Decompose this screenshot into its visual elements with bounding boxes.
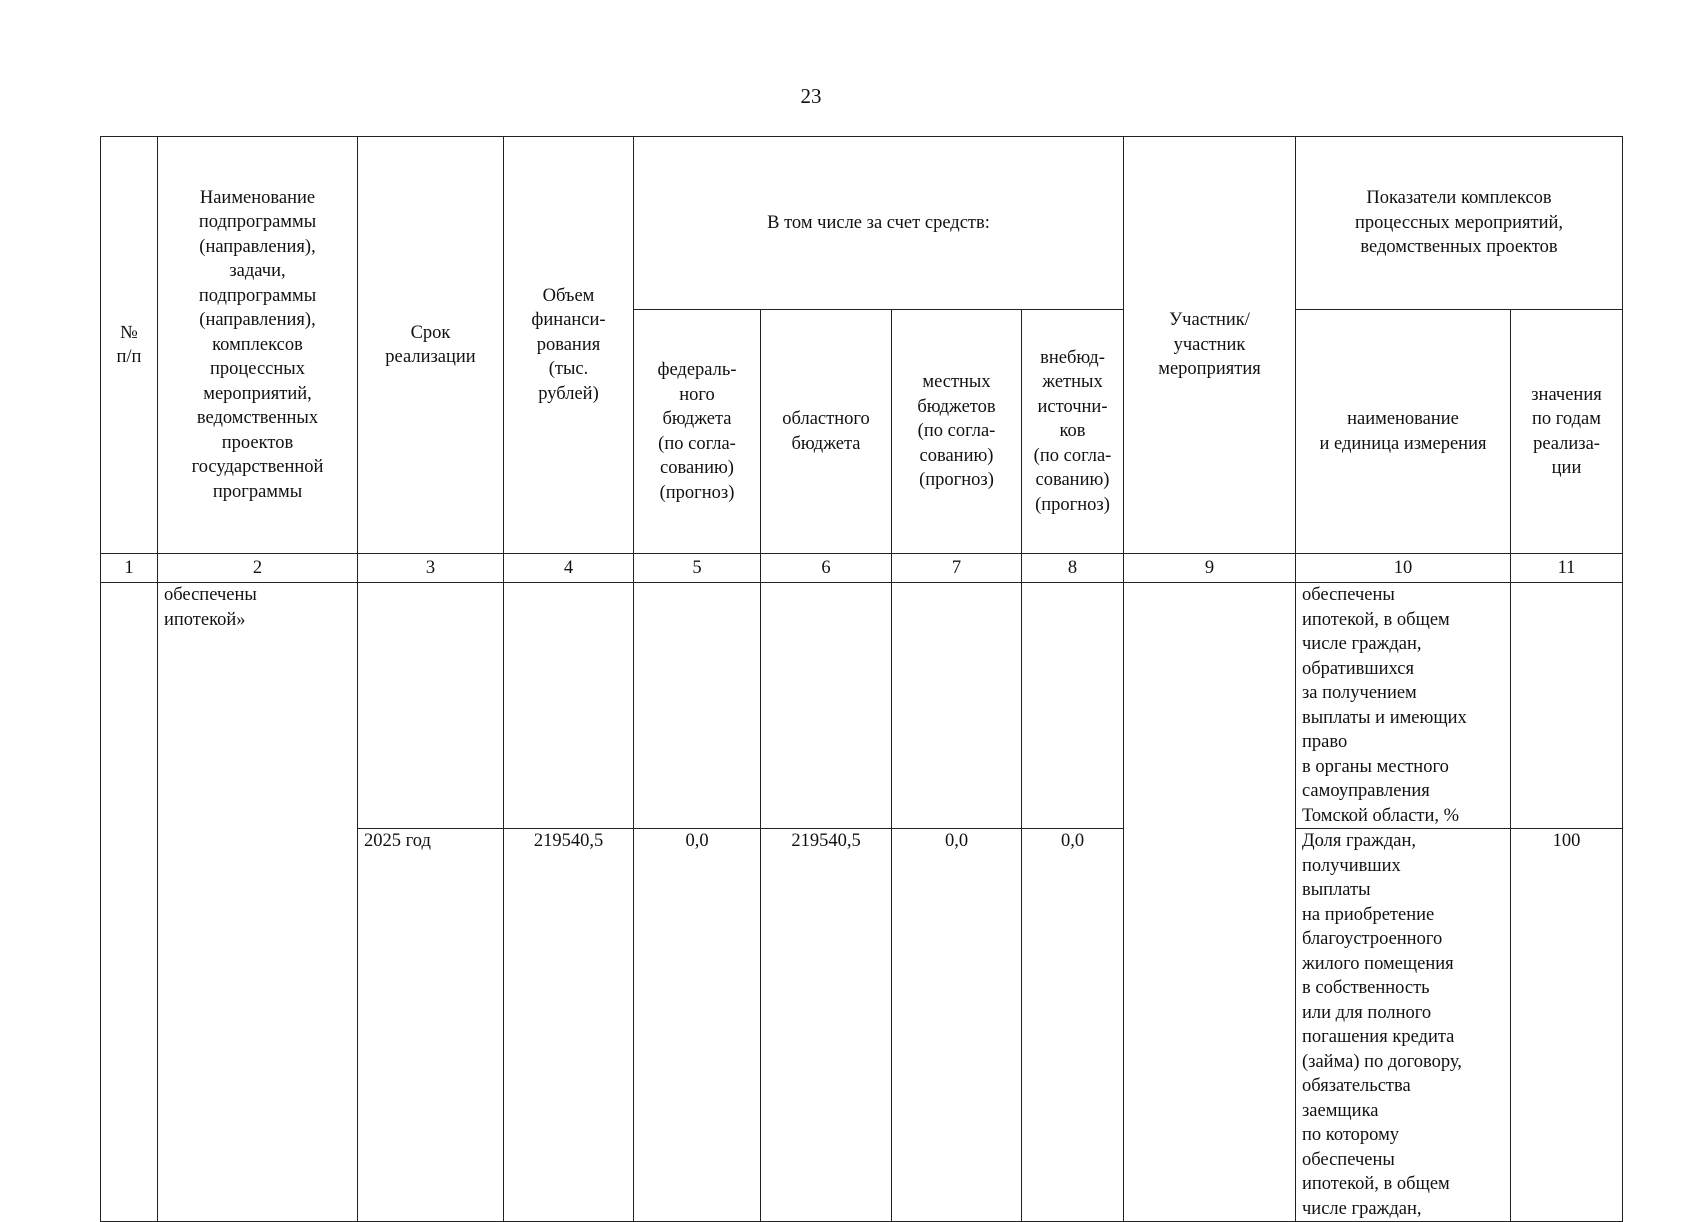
column-number: 10	[1296, 554, 1511, 583]
column-number: 11	[1511, 554, 1623, 583]
program-table	[100, 136, 1623, 1222]
indicator-value-cell: 100	[1511, 829, 1623, 1222]
header-federal-budget: федераль- ного бюджета (по согла- сованию) (прогноз)	[634, 310, 761, 554]
header-indicator-values: значения по годам реализа- ции	[1511, 310, 1623, 554]
period-cell: 2025 год	[358, 829, 504, 1222]
column-number: 2	[158, 554, 358, 583]
header-funds-group: В том числе за счет средств:	[634, 137, 1124, 310]
column-number: 6	[761, 554, 892, 583]
volume-cell: 219540,5	[504, 829, 634, 1222]
header-indicators-group: Показатели комплексов процессных мероприятий, ведомственных проектов	[1296, 137, 1623, 310]
extrabudget-cell	[1022, 583, 1124, 829]
indicator-name-cell: обеспечены ипотекой, в общем числе граждан, обратившихся за получением выплаты и имеющих право в органы местного самоуправления Томской области, %	[1296, 583, 1511, 829]
program-name-cell: обеспечены ипотекой»	[158, 583, 358, 1222]
header-regional-budget: областного бюджета	[761, 310, 892, 554]
regional-cell: 219540,5	[761, 829, 892, 1222]
federal-cell	[634, 583, 761, 829]
header-funding-volume: Объем финанси- рования (тыс. рублей)	[504, 137, 634, 554]
row-number-cell	[101, 583, 158, 1222]
period-cell	[358, 583, 504, 829]
table-row	[101, 583, 1623, 829]
header-indicator-name: наименование и единица измерения	[1296, 310, 1511, 554]
column-number: 1	[101, 554, 158, 583]
column-number-row	[101, 554, 1623, 583]
header-local-budgets: местных бюджетов (по согла- сованию) (прогноз)	[892, 310, 1022, 554]
volume-cell	[504, 583, 634, 829]
regional-cell	[761, 583, 892, 829]
local-cell: 0,0	[892, 829, 1022, 1222]
header-participant: Участник/ участник мероприятия	[1124, 137, 1296, 554]
column-number: 4	[504, 554, 634, 583]
federal-cell: 0,0	[634, 829, 761, 1222]
local-cell	[892, 583, 1022, 829]
participant-cell	[1124, 583, 1296, 1222]
header-program-name: Наименование подпрограммы (направления), задачи, подпрограммы (направления), комплексов процессных мероприятий, ведомственных проектов государственной программы	[158, 137, 358, 554]
column-number: 9	[1124, 554, 1296, 583]
indicator-name-cell: Доля граждан, получивших выплаты на приобретение благоустроенного жилого помещения в собственность или для полного погашения кредита (займа) по договору, обязательства заемщика по которому обеспечены ипотекой, в общем числе граждан,	[1296, 829, 1511, 1222]
column-number: 7	[892, 554, 1022, 583]
header-extrabudget-sources: внебюд- жетных источни- ков (по согла- сованию) (прогноз)	[1022, 310, 1124, 554]
header-number: № п/п	[101, 137, 158, 554]
column-number: 5	[634, 554, 761, 583]
column-number: 3	[358, 554, 504, 583]
header-period: Срок реализации	[358, 137, 504, 554]
page-number: 23	[800, 84, 822, 108]
column-number: 8	[1022, 554, 1124, 583]
extrabudget-cell: 0,0	[1022, 829, 1124, 1222]
indicator-value-cell	[1511, 583, 1623, 829]
